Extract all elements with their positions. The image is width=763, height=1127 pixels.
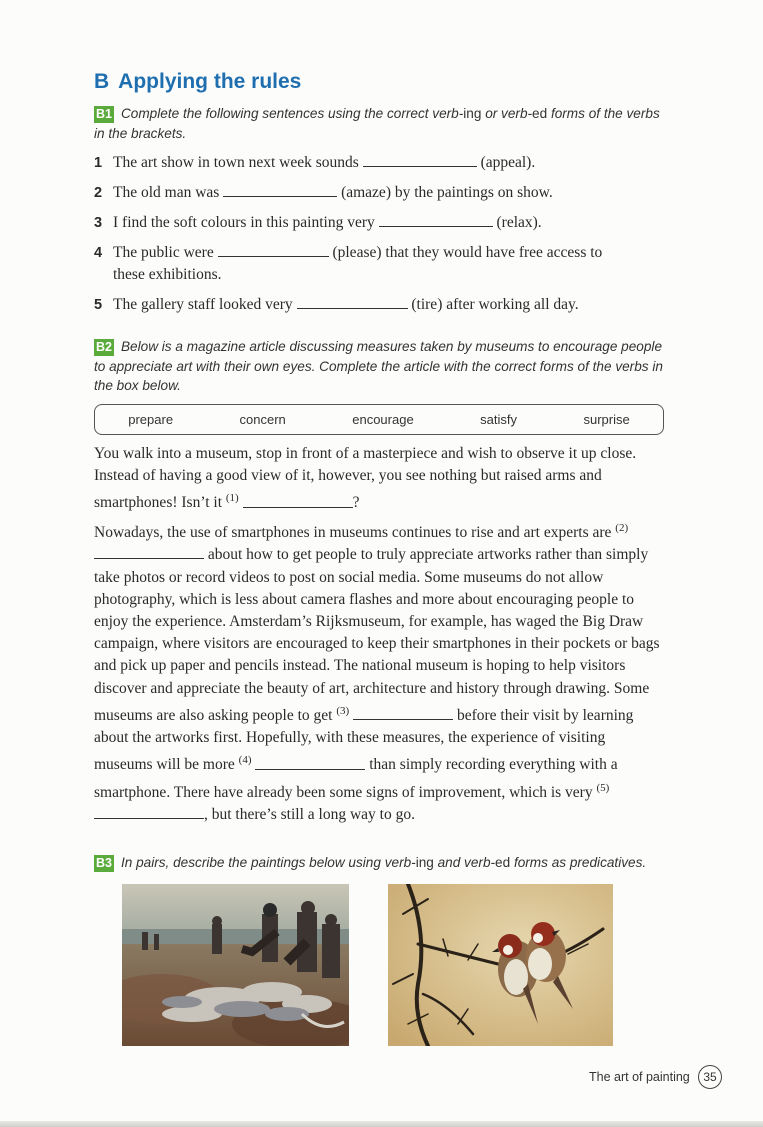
article-text: , but there’s still a long way to go. xyxy=(204,806,415,824)
page-number: 35 xyxy=(698,1065,722,1089)
gap-number: (1) xyxy=(225,492,239,505)
word-box-item: surprise xyxy=(583,412,630,427)
item-hint: (please) that they would have free access to xyxy=(332,244,603,261)
item-number: 4 xyxy=(94,245,103,261)
b1-item-5 xyxy=(94,294,674,316)
item-number: 2 xyxy=(94,185,103,201)
section-heading xyxy=(94,70,301,94)
article-text: You walk into a museum, stop in front of a masterpiece and wish to observe it up close. Instead of having a good view of it, however, you see nothing but raised arms and smartphones! Isn’t it xyxy=(94,445,637,512)
word-box-item: encourage xyxy=(352,412,414,427)
b1-instruction-ed: ed xyxy=(532,106,548,121)
b1-instruction-ing: ing xyxy=(463,106,482,121)
b2-instruction-text: Below is a magazine article discussing measures taken by museums to encourage people to appreciate art with their own eyes. Complete the article with the correct forms of the verbs in the box below. xyxy=(94,339,663,393)
word-box-item: concern xyxy=(239,412,286,427)
article-paragraph-2 xyxy=(94,517,662,826)
answer-blank[interactable] xyxy=(243,494,353,508)
article-text: ? xyxy=(352,494,360,512)
article-paragraph-1 xyxy=(94,443,662,515)
gap-number: (3) xyxy=(336,704,350,717)
b1-instruction-text-a: Complete the following sentences using the correct verb- xyxy=(120,106,464,121)
section-letter: B xyxy=(94,70,110,93)
answer-blank[interactable] xyxy=(223,183,337,197)
b1-item-2 xyxy=(94,182,674,204)
word-box-item: prepare xyxy=(128,412,174,427)
chapter-label: The art of painting xyxy=(589,1070,690,1084)
item-text: I find the soft colours in this painting very xyxy=(113,214,375,231)
item-hint: (relax). xyxy=(496,214,542,231)
article-text: than simply recording everything with a smartphone. There have already been some signs of improvement, which is very xyxy=(94,756,618,801)
word-box xyxy=(94,404,664,435)
section-title: Applying the rules xyxy=(118,70,302,93)
item-text-continued: these exhibitions. xyxy=(113,266,222,283)
answer-blank[interactable] xyxy=(255,756,365,770)
item-text: The art show in town next week sounds xyxy=(113,154,359,171)
item-number: 1 xyxy=(94,155,103,171)
item-hint: (amaze) by the paintings on show. xyxy=(341,184,553,201)
b1-instruction xyxy=(94,104,674,143)
article-text: before their visit by learning about the artworks first. Hopefully, with these measures, the experience of visiting museums will be more xyxy=(94,706,634,774)
item-text: The old man was xyxy=(113,184,220,201)
birds-painting xyxy=(388,884,613,1046)
b1-tag: B1 xyxy=(96,107,112,121)
beach-fish-painting xyxy=(122,884,349,1046)
b3-instruction-text-b: and verb- xyxy=(433,855,496,870)
gap-number: (2) xyxy=(615,522,629,534)
b2-tag: B2 xyxy=(96,340,112,354)
page-edge xyxy=(0,1121,763,1127)
b1-instruction-text-c: forms of the verbs in the brackets. xyxy=(94,106,660,141)
item-number: 5 xyxy=(94,297,103,313)
word-box-item: satisfy xyxy=(480,412,517,427)
b3-instruction-text-a: In pairs, describe the paintings below using verb- xyxy=(120,855,416,870)
answer-blank[interactable] xyxy=(218,243,329,257)
answer-blank[interactable] xyxy=(94,545,204,559)
b2-instruction xyxy=(94,337,669,396)
article-text: about how to get people to truly appreciate artworks rather than simply take photos or record videos to post on social media. Some museums do not allow photography, which is less about camera flashes and more about encouraging people to enjoy the experience. Amsterdam’s Rijksmuseum, for example, has waged the Big Draw campaign, where visitors are encouraged to keep their smartphones in their pockets or bags and pick up paper and pencils instead. The national museum is hoping to help visitors discover and appreciate the beauty of art, architecture and history through drawing. Some museums are also asking people to get xyxy=(94,546,660,724)
b3-instruction-text-c: forms as predicatives. xyxy=(510,855,647,870)
b1-item-1 xyxy=(94,152,674,174)
answer-blank[interactable] xyxy=(353,706,453,720)
b1-item-4 xyxy=(94,242,674,286)
b3-instruction xyxy=(94,853,694,873)
b1-item-3 xyxy=(94,212,674,234)
item-text: The public were xyxy=(113,244,214,261)
b3-instruction-ing: ing xyxy=(415,855,434,870)
article-text: Nowadays, the use of smartphones in museums continues to rise and art experts are xyxy=(94,524,616,542)
answer-blank[interactable] xyxy=(363,153,477,167)
answer-blank[interactable] xyxy=(379,213,493,227)
answer-blank[interactable] xyxy=(94,805,204,819)
b3-tag: B3 xyxy=(96,856,112,870)
item-text: The gallery staff looked very xyxy=(113,296,293,313)
beach-fish-painting-image xyxy=(122,884,349,1046)
b3-instruction-ed: ed xyxy=(495,855,511,870)
b1-instruction-text-b: or verb- xyxy=(481,106,533,121)
gap-number: (4) xyxy=(238,754,252,767)
item-hint: (tire) after working all day. xyxy=(411,296,579,313)
answer-blank[interactable] xyxy=(297,295,408,309)
item-hint: (appeal). xyxy=(480,154,536,171)
item-number: 3 xyxy=(94,215,103,231)
gap-number: (5) xyxy=(596,781,610,794)
birds-painting-image xyxy=(388,884,613,1046)
